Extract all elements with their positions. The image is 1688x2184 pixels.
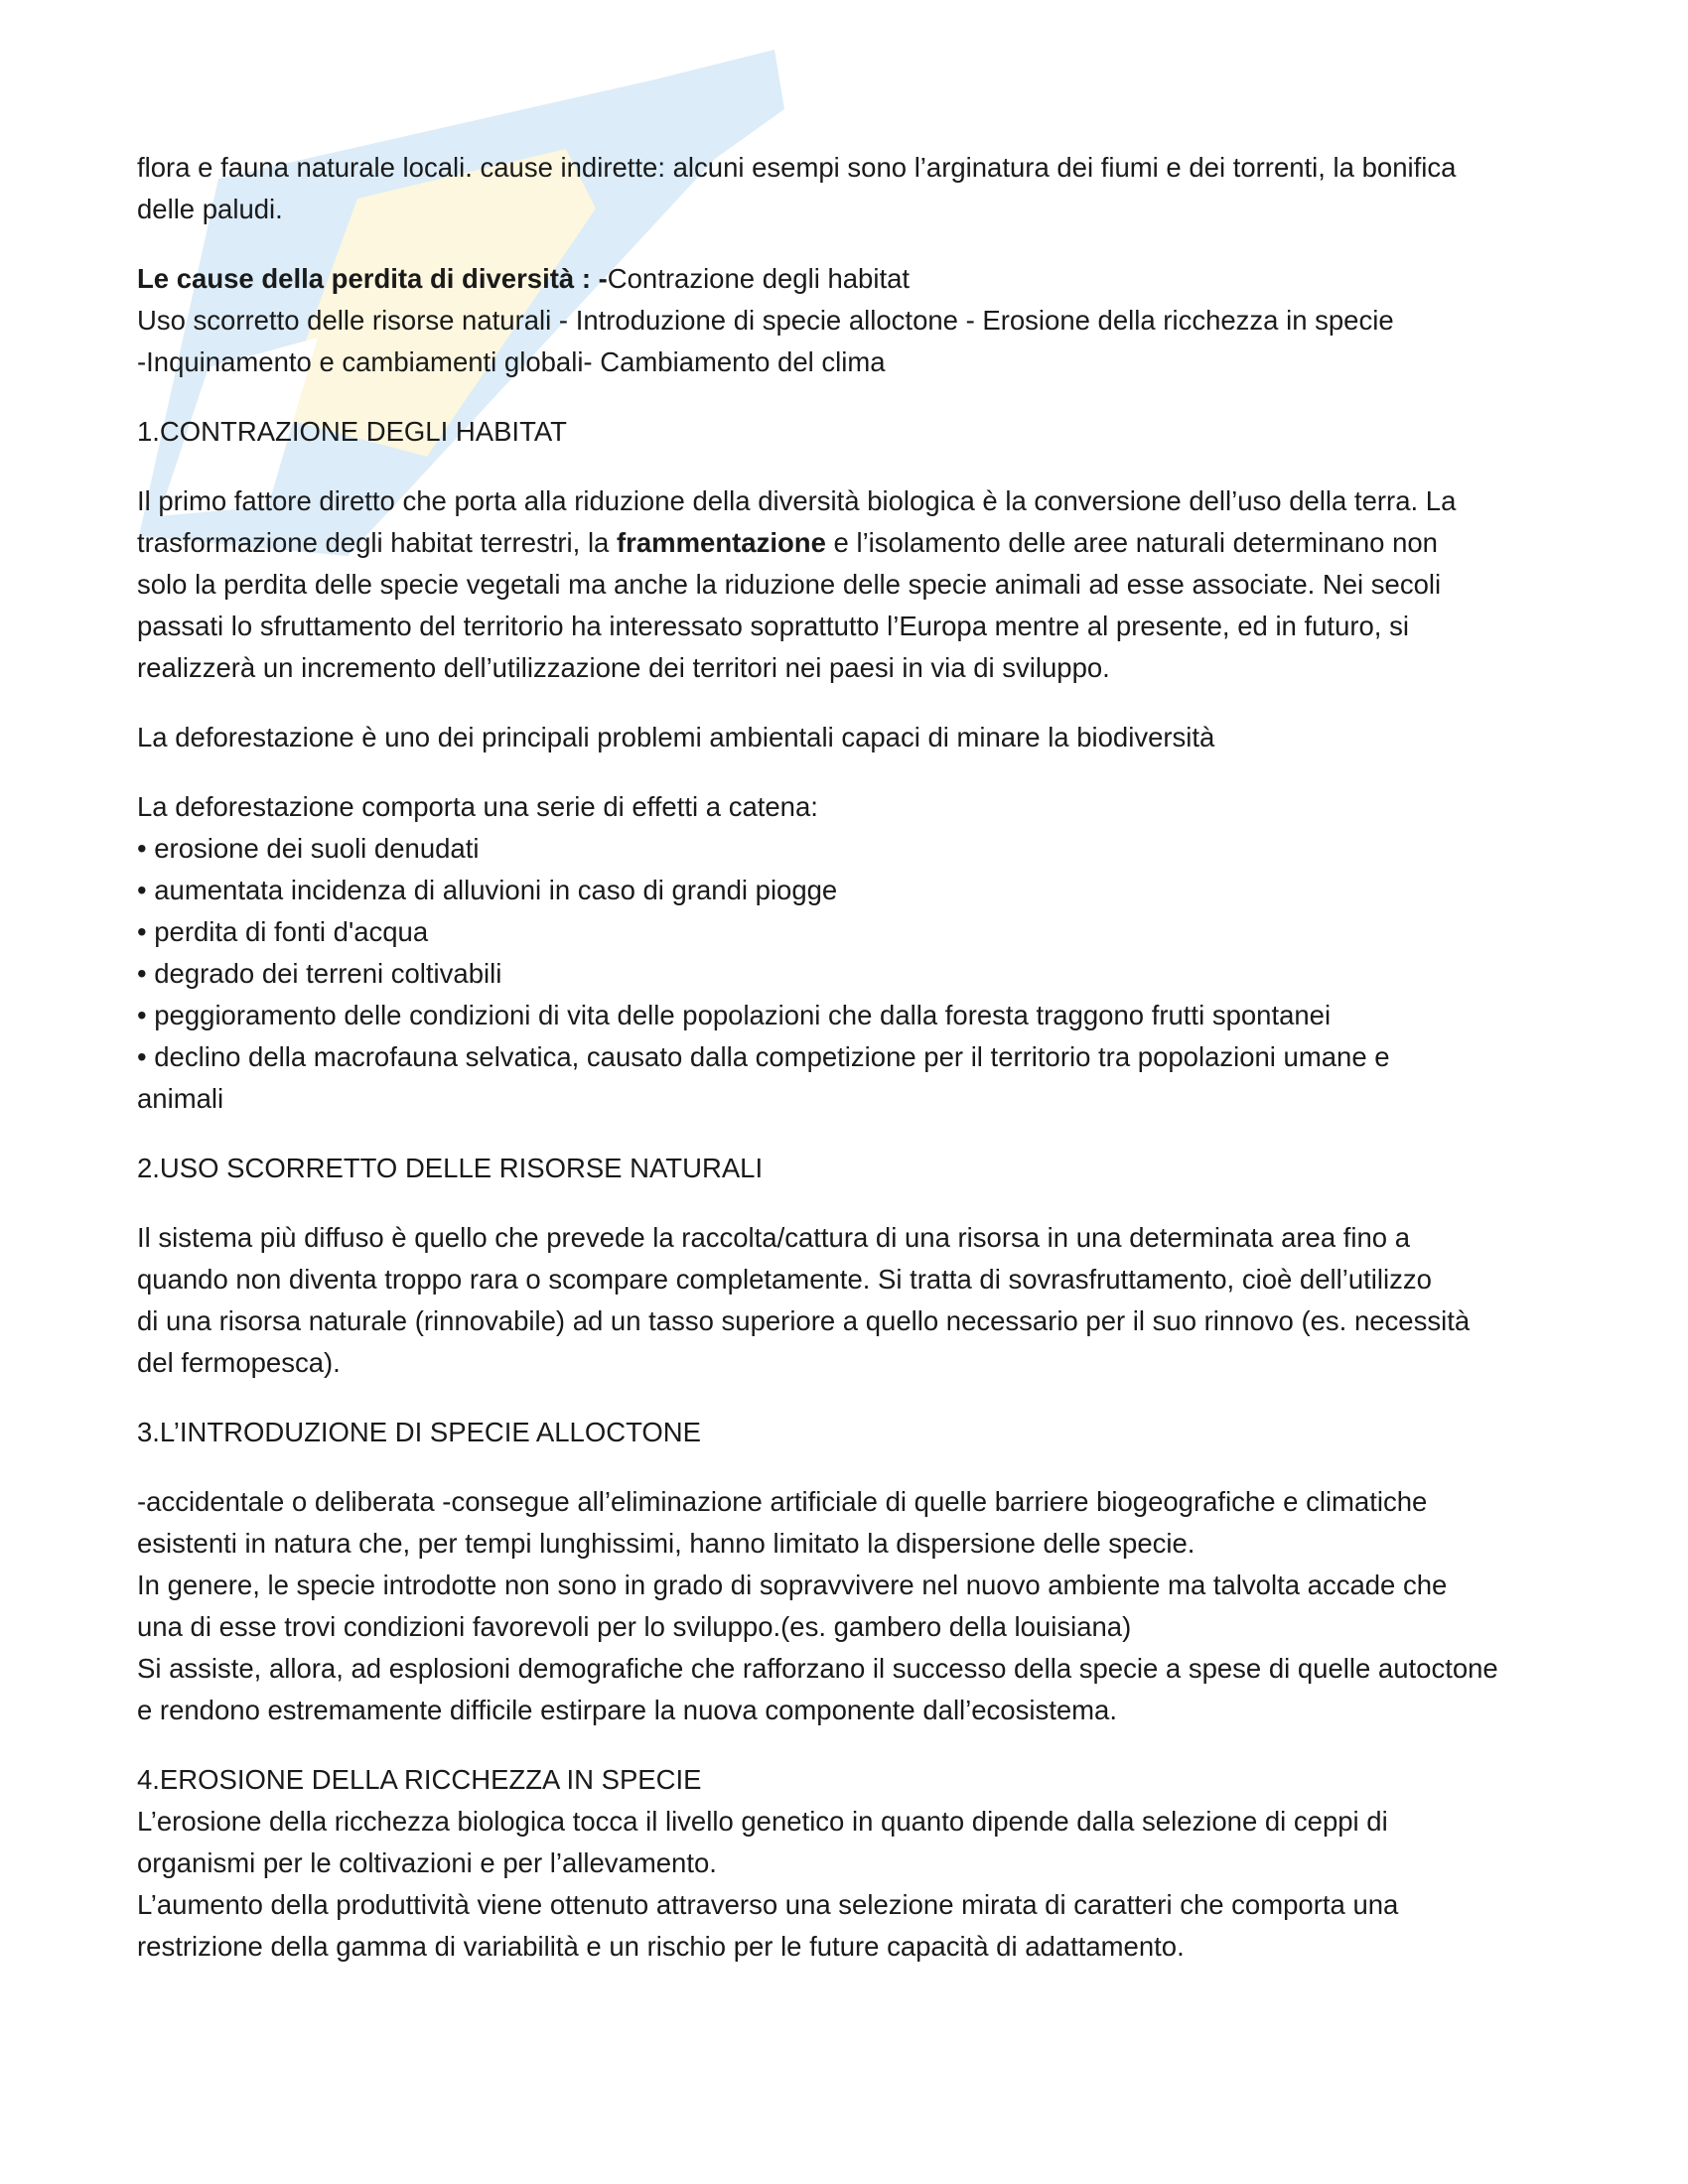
causes-bold-lead: Le cause della perdita di diversità : -: [137, 263, 608, 294]
bold-term-frammentazione: frammentazione: [617, 527, 826, 558]
document-page: [137, 147, 1557, 1995]
text-line: Il sistema più diffuso è quello che prevede la raccolta/cattura di una risorsa in una determinata area fino a: [137, 1222, 1411, 1253]
text-fragment: e l’isolamento delle aree naturali determinano non: [825, 527, 1438, 558]
text-line: [137, 258, 1557, 300]
list-item: • degrado dei terreni coltivabili: [137, 958, 502, 989]
text-line: L’aumento della produttività viene ottenuto attraverso una selezione mirata di caratteri che comporta una: [137, 1889, 1399, 1920]
paragraph-habitat: [137, 480, 1557, 689]
text-line: delle paludi.: [137, 194, 283, 224]
text-line: Il primo fattore diretto che porta alla riduzione della diversità biologica è la conversione dell’uso della terra. La: [137, 485, 1457, 516]
list-deforestation-effects: [137, 786, 1557, 1120]
text-line: Si assiste, allora, ad esplosioni demografiche che rafforzano il successo della specie a spese di quelle autoctone: [137, 1653, 1498, 1684]
text-line: -Inquinamento e cambiamenti globali- Cambiamento del clima: [137, 346, 886, 377]
text-line: La deforestazione è uno dei principali problemi ambientali capaci di minare la biodiversità: [137, 722, 1215, 752]
paragraph-resources: [137, 1217, 1557, 1384]
text-line: solo la perdita delle specie vegetali ma anche la riduzione delle specie animali ad esse associate. Nei secoli: [137, 569, 1442, 600]
causes-first-item: Contrazione degli habitat: [607, 263, 911, 294]
text-line: quando non diventa troppo rara o scompare completamente. Si tratta di sovrasfruttamento, cioè dell’utilizzo: [137, 1264, 1432, 1295]
list-item: • aumentata incidenza di alluvioni in caso di grandi piogge: [137, 875, 838, 905]
section-heading-2: 2.USO SCORRETTO DELLE RISORSE NATURALI: [137, 1153, 764, 1183]
paragraph-intro: [137, 147, 1557, 230]
text-line: [137, 522, 1557, 564]
text-line: In genere, le specie introdotte non sono in grado di sopravvivere nel nuovo ambiente ma talvolta accade che: [137, 1570, 1448, 1600]
list-item: • declino della macrofauna selvatica, causato dalla competizione per il territorio tra popolazioni umane e: [137, 1041, 1390, 1072]
section-heading-3: 3.L’INTRODUZIONE DI SPECIE ALLOCTONE: [137, 1417, 701, 1447]
paragraph-species-erosion: [137, 1801, 1557, 1968]
paragraph-alien-species: [137, 1481, 1557, 1731]
text-line: esistenti in natura che, per tempi lunghissimi, hanno limitato la dispersione delle specie.: [137, 1528, 1196, 1559]
paragraph-causes: [137, 258, 1557, 383]
list-item: • erosione dei suoli denudati: [137, 833, 480, 864]
text-line: flora e fauna naturale locali. cause indirette: alcuni esempi sono l’arginatura dei fiumi e dei torrenti, la bonifica: [137, 152, 1457, 183]
text-line: -accidentale o deliberata -consegue all’eliminazione artificiale di quelle barriere biogeografiche e climatiche: [137, 1486, 1428, 1517]
text-line: una di esse trovi condizioni favorevoli per lo sviluppo.(es. gambero della louisiana): [137, 1611, 1132, 1642]
text-line: restrizione della gamma di variabilità e un rischio per le future capacità di adattamento.: [137, 1931, 1185, 1962]
section-heading-1: 1.CONTRAZIONE DEGLI HABITAT: [137, 416, 567, 447]
text-line: Uso scorretto delle risorse naturali - Introduzione di specie alloctone - Erosione della ricchezza in specie: [137, 305, 1394, 336]
text-line: di una risorsa naturale (rinnovabile) ad un tasso superiore a quello necessario per il suo rinnovo (es. necessità: [137, 1305, 1471, 1336]
text-fragment: trasformazione degli habitat terrestri, la: [137, 527, 617, 558]
section-heading-4: 4.EROSIONE DELLA RICCHEZZA IN SPECIE: [137, 1764, 702, 1795]
text-line: e rendono estremamente difficile estirpare la nuova componente dall’ecosistema.: [137, 1695, 1117, 1725]
text-line: del fermopesca).: [137, 1347, 341, 1378]
list-item-continuation: animali: [137, 1083, 224, 1114]
text-line: passati lo sfruttamento del territorio ha interessato soprattutto l’Europa mentre al presente, ed in futuro, si: [137, 611, 1409, 641]
list-item: • peggioramento delle condizioni di vita delle popolazioni che dalla foresta traggono frutti spontanei: [137, 1000, 1332, 1030]
paragraph-deforestation: [137, 717, 1557, 758]
list-item: • perdita di fonti d'acqua: [137, 916, 429, 947]
text-line: organismi per le coltivazioni e per l’allevamento.: [137, 1847, 717, 1878]
text-line: realizzerà un incremento dell’utilizzazione dei territori nei paesi in via di sviluppo.: [137, 652, 1110, 683]
text-line: L’erosione della ricchezza biologica tocca il livello genetico in quanto dipende dalla selezione di ceppi di: [137, 1806, 1388, 1837]
list-intro: La deforestazione comporta una serie di effetti a catena:: [137, 791, 818, 822]
